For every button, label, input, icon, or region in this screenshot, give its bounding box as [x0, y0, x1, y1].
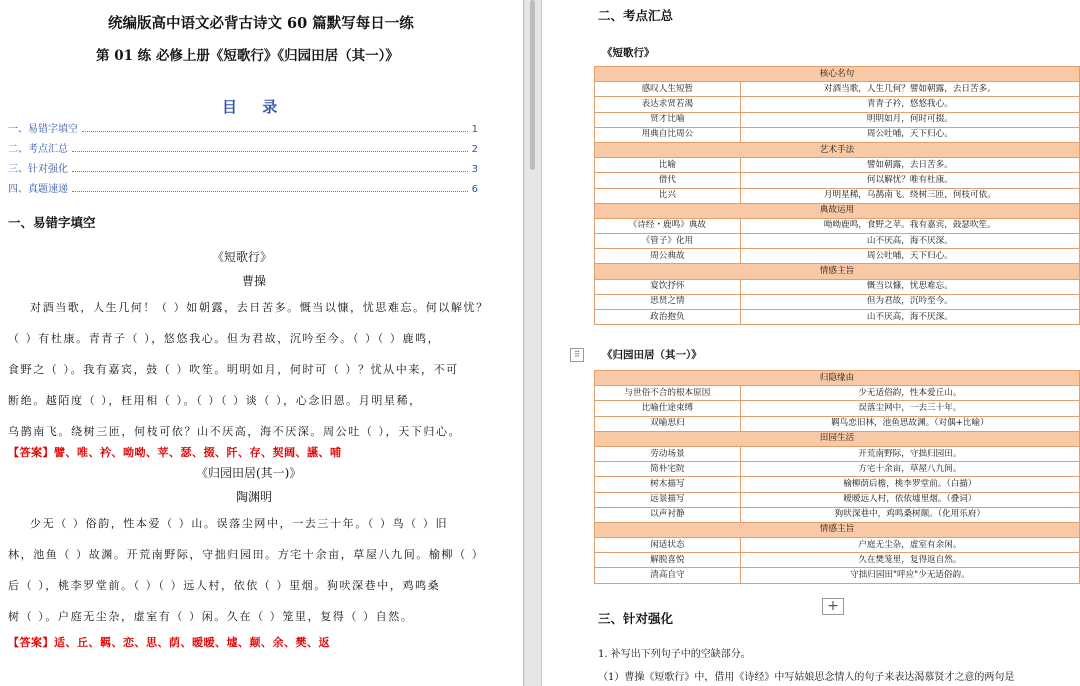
table-category-row [595, 371, 1080, 386]
poem-line: 树（ ）。户庭无尘杂，虚室有（ ）闲。久在（ ）笼里，复得（ ）自然。 [8, 610, 414, 623]
point-cell: 远景描写 [595, 492, 741, 507]
category-cell: 核心名句 [595, 67, 1080, 82]
poem-line: 后（ ），桃李罗堂前。（ ）（ ）远人村，依依（ ）里烟。狗吠深巷中，鸡鸣桑 [8, 579, 441, 592]
table-row [595, 507, 1080, 522]
point-cell: 《诗经・鹿鸣》典故 [595, 218, 741, 233]
quote-cell: 开荒南野际，守拙归园田。 [740, 446, 1079, 461]
table-row [595, 279, 1080, 294]
quote-cell: 狗吠深巷中，鸡鸣桑树颠。（化用乐府） [740, 507, 1079, 522]
toc-entry-page: 3 [471, 164, 478, 175]
quote-cell: 但为君故，沉吟至今。 [740, 294, 1079, 309]
table-row [595, 294, 1080, 309]
poem-line: 断绝。越陌度（ ），枉用相（ ）。（ ）（ ）谈（ ），心念旧恩。月明星稀， [8, 394, 422, 407]
toc-entry-label: 三、针对强化 [8, 164, 68, 175]
category-cell: 典故运用 [595, 203, 1080, 218]
point-cell: 清高自守 [595, 568, 741, 583]
right-page [541, 0, 1080, 686]
category-cell: 归隐缘由 [595, 371, 1080, 386]
table-move-handle[interactable]: ⠿ [570, 348, 584, 362]
poem-line: 乌鹊南飞。绕树三匝，何枝可依？山不厌高，海不厌深。周公吐（ ），天下归心。 [8, 425, 462, 438]
table-category-row [595, 203, 1080, 218]
point-cell: 贤才比喻 [595, 112, 741, 127]
poem-2-answer: 【答案】适、丘、羁、恋、思、荫、暧暧、墟、颠、余、樊、返 [8, 636, 330, 649]
point-cell: 比喻 [595, 158, 741, 173]
quote-cell: 明明如月，何时可掇。 [740, 112, 1079, 127]
table-row [595, 416, 1080, 431]
table-category-row [595, 264, 1080, 279]
table-row [595, 127, 1080, 142]
toc-entry-label: 二、考点汇总 [8, 144, 68, 155]
point-cell: 借代 [595, 173, 741, 188]
point-cell: 《管子》化用 [595, 234, 741, 249]
point-cell: 政治抱负 [595, 310, 741, 325]
table-row [595, 234, 1080, 249]
point-cell: 解脱喜悦 [595, 553, 741, 568]
quote-cell: 羁鸟恋旧林，池鱼思故渊。（对偶+比喻） [740, 416, 1079, 431]
point-cell: 比兴 [595, 188, 741, 203]
poem-1-title: 《短歌行》 [212, 250, 273, 264]
toc-leader [72, 191, 468, 192]
point-cell: 感叹人生短暂 [595, 82, 741, 97]
document-title: 统编版高中语文必背古诗文 60 篇默写每日一练 [108, 15, 414, 32]
poem-line: 少无（ ）俗韵，性本爱（ ）山。误落尘网中，一去三十年。（ ）鸟（ ）旧 [30, 517, 449, 530]
point-cell: 思贤之情 [595, 294, 741, 309]
point-cell: 与世俗不合的根本原因 [595, 386, 741, 401]
toc-leader [72, 171, 468, 172]
lesson-title: 第 01 练 必修上册《短歌行》《归园田居（其一）》 [96, 48, 399, 64]
poem-line: 食野之（ ）。我有嘉宾，鼓（ ）吹笙。明明如月，何时可（ ）？忧从中来，不可 [8, 363, 459, 376]
table-row [595, 112, 1080, 127]
toc-entry[interactable] [8, 141, 478, 155]
table-category-row [595, 431, 1080, 446]
table-row [595, 158, 1080, 173]
poem-1-author: 曹操 [242, 274, 267, 288]
table-row [595, 553, 1080, 568]
table-row [595, 173, 1080, 188]
toc-entry-page: 6 [471, 184, 478, 195]
section-1-heading: 一、易错字填空 [8, 215, 96, 230]
quote-cell: 周公吐哺，天下归心。 [740, 127, 1079, 142]
table-category-row [595, 67, 1080, 82]
category-cell: 情感主旨 [595, 264, 1080, 279]
left-page [0, 0, 524, 686]
point-cell: 以声衬静 [595, 507, 741, 522]
table-1-title: 《短歌行》 [602, 47, 655, 59]
quote-cell: 青青子衿，悠悠我心。 [740, 97, 1079, 112]
quote-cell: 久在樊笼里，复得返自然。 [740, 553, 1079, 568]
point-cell: 劳动场景 [595, 446, 741, 461]
quote-cell: 少无适俗韵，性本爱丘山。 [740, 386, 1079, 401]
toc-entry-page: 2 [471, 144, 478, 155]
quote-cell: 暧暧远人村，依依墟里烟。（叠词） [740, 492, 1079, 507]
quote-cell: 榆柳荫后檐，桃李罗堂前。（白描） [740, 477, 1079, 492]
add-row-button[interactable]: + [822, 598, 844, 615]
quote-cell: 户庭无尘杂，虚室有余闲。 [740, 538, 1079, 553]
point-cell: 双喻思归 [595, 416, 741, 431]
point-cell: 表达求贤若渴 [595, 97, 741, 112]
table-row [595, 477, 1080, 492]
point-cell: 周公典故 [595, 249, 741, 264]
toc-entry[interactable] [8, 121, 478, 135]
table-row [595, 97, 1080, 112]
poem-2-author: 陶渊明 [236, 490, 273, 504]
toc-entry-page: 1 [471, 124, 478, 135]
toc-leader [72, 151, 468, 152]
table-duangexing [594, 66, 1080, 325]
quote-cell: 方宅十余亩，草屋八九间。 [740, 462, 1079, 477]
table-row [595, 446, 1080, 461]
toc-entry[interactable] [8, 181, 478, 195]
table-guiyuantianju [594, 370, 1080, 584]
poem-2-title: 《归园田居(其一)》 [196, 466, 302, 480]
point-cell: 用典自比周公 [595, 127, 741, 142]
section-2-heading: 二、考点汇总 [598, 8, 674, 23]
quote-cell: 周公吐哺，天下归心。 [740, 249, 1079, 264]
table-row [595, 492, 1080, 507]
quote-cell: 譬如朝露，去日苦多。 [740, 158, 1079, 173]
section-3-heading: 三、针对强化 [598, 611, 674, 626]
quote-cell: 慨当以慷，忧思难忘。 [740, 279, 1079, 294]
table-row [595, 310, 1080, 325]
table-row [595, 462, 1080, 477]
point-cell: 简朴宅院 [595, 462, 741, 477]
table-row [595, 401, 1080, 416]
table-row [595, 386, 1080, 401]
point-cell: 闲适状态 [595, 538, 741, 553]
table-row [595, 188, 1080, 203]
quote-cell: 守拙归园田"呼应"少无适俗韵。 [740, 568, 1079, 583]
toc-leader [82, 131, 468, 132]
table-2-title: 《归园田居（其一）》 [602, 349, 702, 361]
toc-heading: 目 录 [222, 98, 288, 116]
table-row [595, 218, 1080, 233]
category-cell: 艺术手法 [595, 142, 1080, 157]
quote-cell: 何以解忧？唯有杜康。 [740, 173, 1079, 188]
table-row [595, 82, 1080, 97]
quote-cell: 误落尘网中，一去三十年。 [740, 401, 1079, 416]
point-cell: 树木描写 [595, 477, 741, 492]
table-category-row [595, 522, 1080, 537]
toc-entry[interactable] [8, 161, 478, 175]
quote-cell: 对酒当歌，人生几何？譬如朝露，去日苦多。 [740, 82, 1079, 97]
poem-line: （ ）有杜康。青青子（ ），悠悠我心。但为君故，沉吟至今。（ ）（ ）鹿鸣， [8, 332, 441, 345]
table-row [595, 249, 1080, 264]
quote-cell: 呦呦鹿鸣，食野之苹。我有嘉宾，鼓瑟吹笙。 [740, 218, 1079, 233]
poem-line: 对酒当歌，人生几何！（ ）如朝露，去日苦多。慨当以慷，忧思难忘。何以解忧？ [30, 301, 489, 314]
scrollbar-thumb[interactable] [530, 0, 535, 170]
toc-entry-label: 四、真题速递 [8, 184, 68, 195]
table-row [595, 568, 1080, 583]
category-cell: 田园生活 [595, 431, 1080, 446]
question-intro: 1. 补写出下列句子中的空缺部分。 [598, 649, 751, 660]
poem-1-answer: 【答案】譬、唯、衿、呦呦、苹、瑟、掇、阡、存、契阔、讌、哺 [8, 446, 342, 459]
point-cell: 宴饮抒怀 [595, 279, 741, 294]
table-row [595, 538, 1080, 553]
question-1: （1）曹操《短歌行》中，借用《诗经》中写姑娘思念情人的句子来表达渴慕贤才之意的两句是 [598, 672, 1015, 683]
quote-cell: 山不厌高，海不厌深。 [740, 234, 1079, 249]
quote-cell: 山不厌高，海不厌深。 [740, 310, 1079, 325]
poem-line: 林，池鱼（ ）故渊。开荒南野际，守拙归园田。方宅十余亩，草屋八九间。榆柳（ ） [8, 548, 485, 561]
category-cell: 情感主旨 [595, 522, 1080, 537]
quote-cell: 月明星稀，乌鹊南飞。绕树三匝，何枝可依。 [740, 188, 1079, 203]
point-cell: 比喻仕途束缚 [595, 401, 741, 416]
table-category-row [595, 142, 1080, 157]
toc-entry-label: 一、易错字填空 [8, 124, 78, 135]
